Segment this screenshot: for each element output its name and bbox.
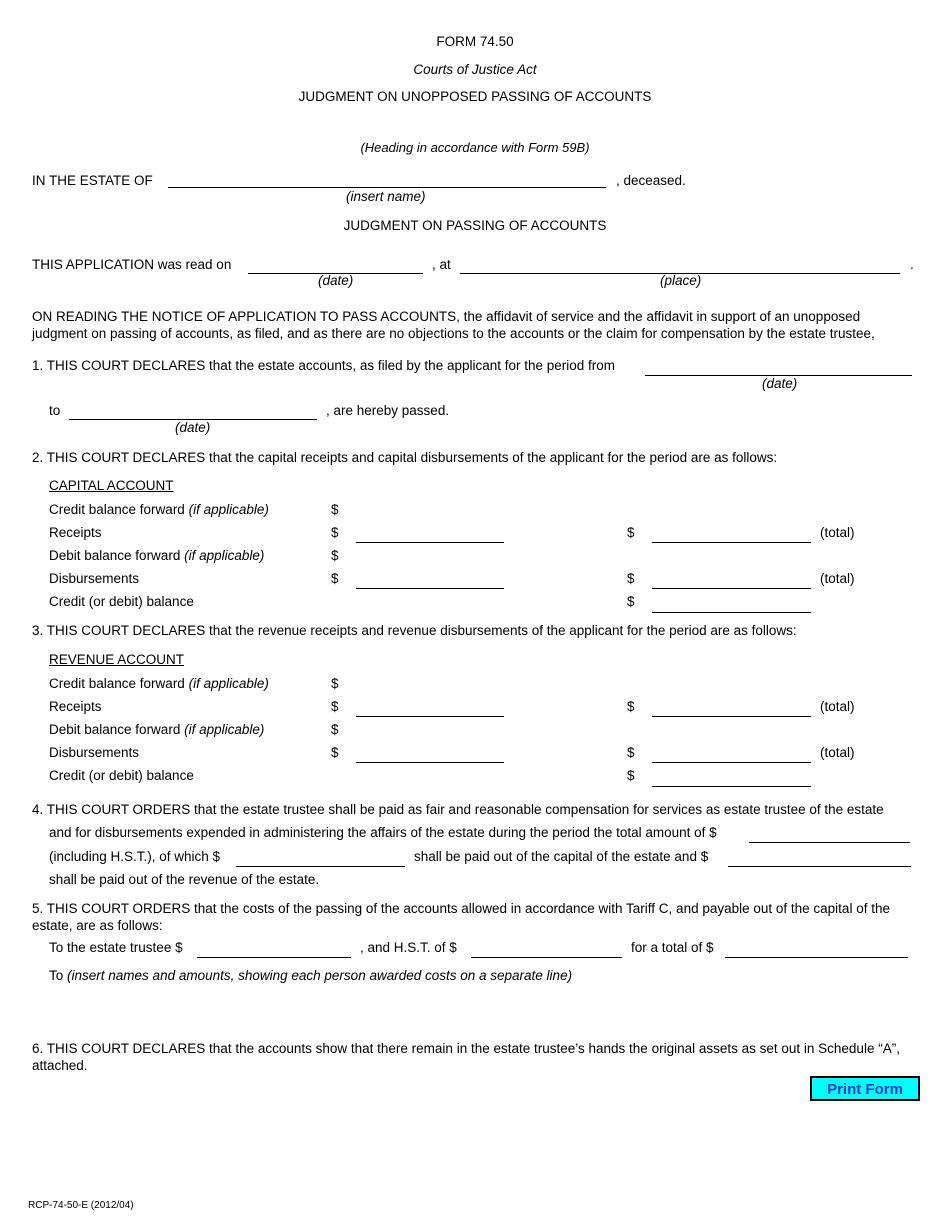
dollar-sign: $	[627, 594, 635, 609]
dollar-sign: $	[331, 548, 339, 563]
capital-account-heading: CAPITAL ACCOUNT	[49, 478, 174, 493]
item4-line4: shall be paid out of the revenue of the estate.	[49, 872, 320, 887]
revenue-account-heading: REVENUE ACCOUNT	[49, 652, 185, 667]
period-to-label: (date)	[175, 420, 211, 435]
application-place-input[interactable]	[460, 259, 900, 274]
estate-prefix: IN THE ESTATE OF	[32, 173, 153, 188]
rev-debit-forward-label: Debit balance forward (if applicable)	[49, 722, 265, 737]
act-name: Courts of Justice Act	[413, 62, 537, 77]
rev-balance-label: Credit (or debit) balance	[49, 768, 194, 783]
costs-trustee-input[interactable]	[197, 943, 351, 958]
cap-debit-forward-label: Debit balance forward (if applicable)	[49, 548, 265, 563]
costs-total-label: for a total of $	[631, 940, 714, 955]
cap-receipts-total-input[interactable]	[652, 528, 811, 543]
item4-line2: and for disbursements expended in administering the affairs of the estate during the period the total amount of $	[49, 825, 717, 840]
cap-disbursements-total-input[interactable]	[652, 574, 811, 589]
dollar-sign: $	[331, 502, 339, 517]
application-date-input[interactable]	[248, 259, 423, 274]
dollar-sign: $	[331, 525, 339, 540]
dollar-sign: $	[331, 699, 339, 714]
costs-others-label: To (insert names and amounts, showing each person awarded costs on a separate line)	[49, 968, 573, 983]
costs-hst-label: , and H.S.T. of $	[360, 940, 457, 955]
form-title: JUDGMENT ON UNOPPOSED PASSING OF ACCOUNTS	[298, 89, 652, 104]
rev-balance-input[interactable]	[652, 772, 811, 787]
rev-receipts-total-input[interactable]	[652, 702, 811, 717]
period-to-input[interactable]	[69, 405, 317, 420]
compensation-capital-input[interactable]	[236, 852, 405, 867]
rev-disbursements-label: Disbursements	[49, 745, 140, 760]
heading-note: (Heading in accordance with Form 59B)	[360, 140, 590, 155]
rev-disbursements-input[interactable]	[356, 748, 504, 763]
cap-balance-input[interactable]	[652, 598, 811, 613]
dollar-sign: $	[627, 768, 635, 783]
period-from-input[interactable]	[645, 361, 912, 376]
cap-disbursements-input[interactable]	[356, 574, 504, 589]
estate-name-label: (insert name)	[346, 189, 426, 204]
form-number: FORM 74.50	[436, 34, 514, 49]
form-code: RCP-74-50-E (2012/04)	[28, 1200, 134, 1211]
rev-receipts-label: Receipts	[49, 699, 102, 714]
costs-hst-input[interactable]	[471, 943, 622, 958]
rev-disbursements-total-input[interactable]	[652, 748, 811, 763]
application-place-label: (place)	[660, 273, 702, 288]
costs-total-input[interactable]	[725, 943, 908, 958]
item4-line3b: shall be paid out of the capital of the estate and $	[414, 849, 709, 864]
judgment-subtitle: JUDGMENT ON PASSING OF ACCOUNTS	[343, 218, 607, 233]
application-at: , at	[432, 257, 451, 272]
item5-text: 5. THIS COURT ORDERS that the costs of the passing of the accounts allowed in accordance with Tariff C, and payable out of the capital of the estate, are as follows:	[32, 901, 890, 933]
total-label: (total)	[820, 745, 855, 760]
item4-line1: 4. THIS COURT ORDERS that the estate trustee shall be paid as fair and reasonable compensation for services as estate trustee of the estate	[32, 802, 884, 817]
item1-text: 1. THIS COURT DECLARES that the estate accounts, as filed by the applicant for the period from	[32, 358, 616, 373]
print-form-button[interactable]: Print Form	[810, 1076, 920, 1101]
dollar-sign: $	[331, 722, 339, 737]
rev-receipts-input[interactable]	[356, 702, 504, 717]
compensation-revenue-input[interactable]	[728, 852, 911, 867]
cap-disbursements-label: Disbursements	[49, 571, 140, 586]
estate-name-input[interactable]	[168, 173, 606, 188]
total-label: (total)	[820, 699, 855, 714]
dollar-sign: $	[627, 571, 635, 586]
dollar-sign: $	[331, 745, 339, 760]
dollar-sign: $	[627, 699, 635, 714]
total-label: (total)	[820, 525, 855, 540]
application-prefix: THIS APPLICATION was read on	[32, 257, 232, 272]
application-date-label: (date)	[318, 273, 354, 288]
cap-balance-label: Credit (or debit) balance	[49, 594, 194, 609]
cap-receipts-label: Receipts	[49, 525, 102, 540]
reading-paragraph: ON READING THE NOTICE OF APPLICATION TO PASS ACCOUNTS, the affidavit of service and the affidavit in support of an unopposed judgment on passing of accounts, as filed, and as there are no objections to the accounts or the claim for compensation by the estate trustee,	[32, 309, 875, 341]
item1-passed: , are hereby passed.	[326, 403, 450, 418]
period-from-label: (date)	[762, 376, 798, 391]
cap-receipts-input[interactable]	[356, 528, 504, 543]
item3-text: 3. THIS COURT DECLARES that the revenue receipts and revenue disbursements of the applicant for the period are as follows:	[32, 623, 797, 638]
item4-line3a: (including H.S.T.), of which $	[49, 849, 221, 864]
total-label: (total)	[820, 571, 855, 586]
dollar-sign: $	[331, 676, 339, 691]
rev-credit-forward-label: Credit balance forward (if applicable)	[49, 676, 269, 691]
compensation-total-input[interactable]	[749, 828, 910, 843]
dollar-sign: $	[331, 571, 339, 586]
dollar-sign: $	[627, 745, 635, 760]
costs-trustee-label: To the estate trustee $	[49, 940, 183, 955]
cap-credit-forward-label: Credit balance forward (if applicable)	[49, 502, 269, 517]
item1-to: to	[49, 403, 61, 418]
item6-text: 6. THIS COURT DECLARES that the accounts show that there remain in the estate trustee’s hands the original assets as set out in Schedule “A”, attached.	[32, 1041, 900, 1073]
application-period: .	[910, 257, 914, 272]
item2-text: 2. THIS COURT DECLARES that the capital receipts and capital disbursements of the applicant for the period are as follows:	[32, 450, 778, 465]
dollar-sign: $	[627, 525, 635, 540]
estate-suffix: , deceased.	[616, 173, 686, 188]
